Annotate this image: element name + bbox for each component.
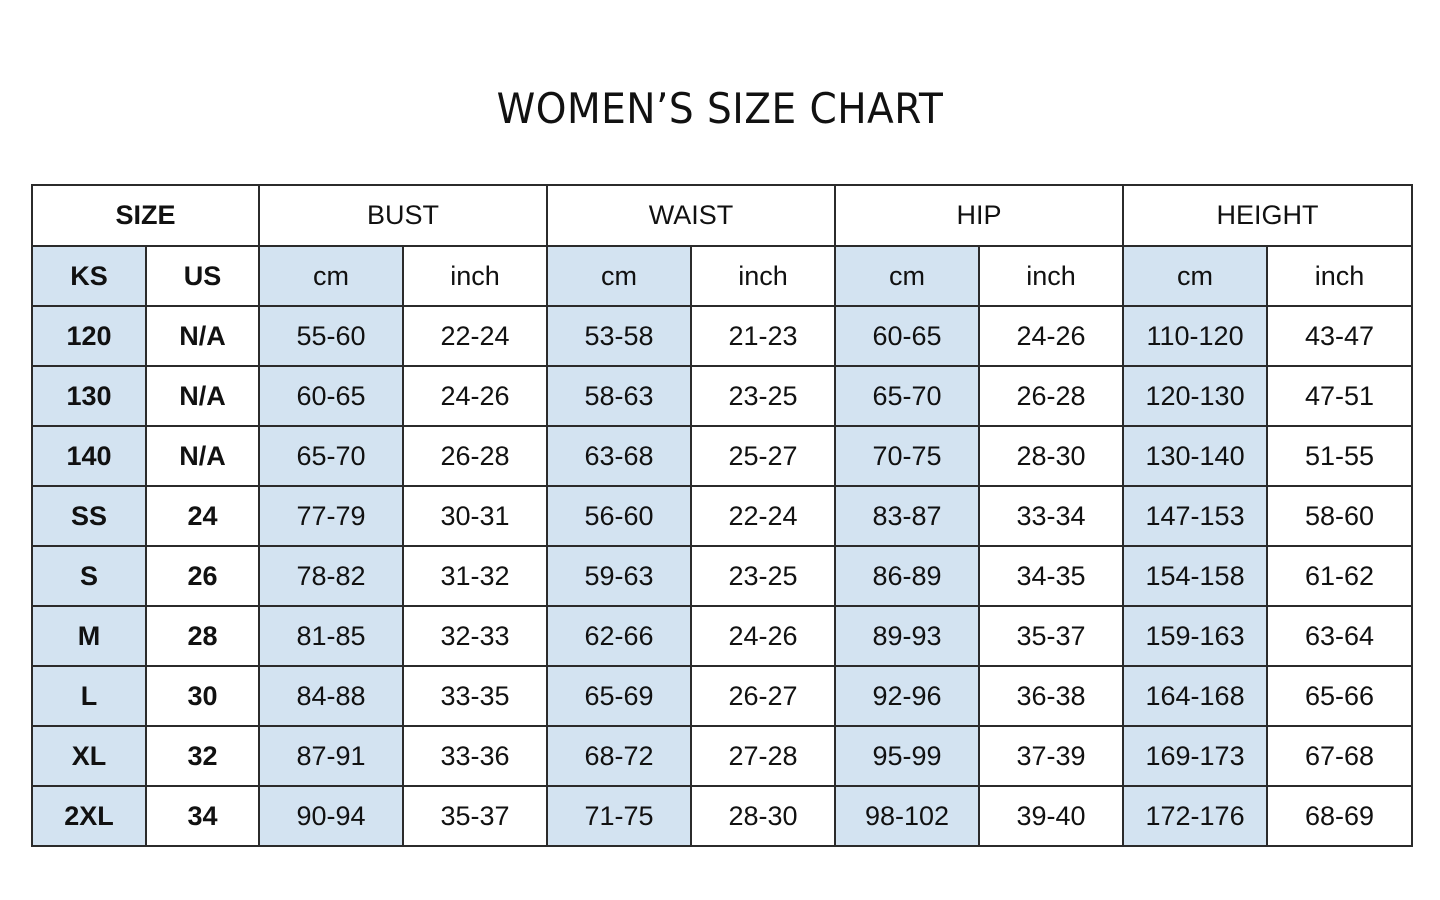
table-row [32, 366, 1412, 426]
header-waist: WAIST [547, 185, 835, 246]
cell-height-inch: 51-55 [1267, 426, 1412, 486]
cell-bust-cm: 65-70 [259, 426, 403, 486]
cell-waist-inch: 27-28 [691, 726, 835, 786]
cell-hip-inch: 26-28 [979, 366, 1123, 426]
cell-hip-inch: 37-39 [979, 726, 1123, 786]
cell-waist-cm: 65-69 [547, 666, 691, 726]
cell-hip-cm: 65-70 [835, 366, 979, 426]
cell-us: N/A [146, 366, 259, 426]
cell-hip-inch: 33-34 [979, 486, 1123, 546]
cell-bust-inch: 26-28 [403, 426, 547, 486]
cell-height-cm: 154-158 [1123, 546, 1267, 606]
cell-bust-inch: 31-32 [403, 546, 547, 606]
page-title: WOMEN’S SIZE CHART [496, 84, 944, 133]
cell-hip-inch: 28-30 [979, 426, 1123, 486]
header-height: HEIGHT [1123, 185, 1412, 246]
unit-waist-inch: inch [691, 246, 835, 306]
cell-height-cm: 120-130 [1123, 366, 1267, 426]
cell-hip-cm: 89-93 [835, 606, 979, 666]
cell-us: 34 [146, 786, 259, 846]
cell-bust-cm: 81-85 [259, 606, 403, 666]
header-bust: BUST [259, 185, 547, 246]
cell-height-inch: 47-51 [1267, 366, 1412, 426]
header-group-row [32, 185, 1412, 246]
size-chart-body [32, 185, 1412, 846]
cell-ks: L [32, 666, 146, 726]
cell-height-cm: 147-153 [1123, 486, 1267, 546]
cell-bust-inch: 30-31 [403, 486, 547, 546]
cell-height-cm: 164-168 [1123, 666, 1267, 726]
table-row [32, 606, 1412, 666]
cell-ks: 140 [32, 426, 146, 486]
cell-height-inch: 67-68 [1267, 726, 1412, 786]
table-row [32, 426, 1412, 486]
unit-height-cm: cm [1123, 246, 1267, 306]
cell-bust-inch: 24-26 [403, 366, 547, 426]
cell-waist-cm: 58-63 [547, 366, 691, 426]
cell-hip-cm: 92-96 [835, 666, 979, 726]
cell-us: 30 [146, 666, 259, 726]
cell-waist-inch: 22-24 [691, 486, 835, 546]
table-row [32, 726, 1412, 786]
table-row [32, 666, 1412, 726]
cell-waist-cm: 71-75 [547, 786, 691, 846]
unit-bust-cm: cm [259, 246, 403, 306]
unit-hip-inch: inch [979, 246, 1123, 306]
cell-us: 26 [146, 546, 259, 606]
cell-ks: 2XL [32, 786, 146, 846]
cell-us: N/A [146, 426, 259, 486]
cell-us: 32 [146, 726, 259, 786]
cell-bust-cm: 87-91 [259, 726, 403, 786]
cell-waist-inch: 24-26 [691, 606, 835, 666]
cell-hip-inch: 24-26 [979, 306, 1123, 366]
cell-bust-inch: 33-35 [403, 666, 547, 726]
cell-bust-inch: 35-37 [403, 786, 547, 846]
cell-height-inch: 61-62 [1267, 546, 1412, 606]
cell-ks: M [32, 606, 146, 666]
header-unit-row [32, 246, 1412, 306]
cell-hip-cm: 98-102 [835, 786, 979, 846]
cell-waist-cm: 56-60 [547, 486, 691, 546]
cell-waist-inch: 23-25 [691, 366, 835, 426]
cell-height-inch: 58-60 [1267, 486, 1412, 546]
cell-waist-inch: 23-25 [691, 546, 835, 606]
cell-waist-cm: 62-66 [547, 606, 691, 666]
cell-height-cm: 172-176 [1123, 786, 1267, 846]
cell-us: N/A [146, 306, 259, 366]
cell-waist-cm: 63-68 [547, 426, 691, 486]
cell-bust-inch: 33-36 [403, 726, 547, 786]
cell-height-inch: 68-69 [1267, 786, 1412, 846]
cell-waist-inch: 28-30 [691, 786, 835, 846]
cell-us: 28 [146, 606, 259, 666]
cell-ks: XL [32, 726, 146, 786]
unit-waist-cm: cm [547, 246, 691, 306]
cell-hip-inch: 34-35 [979, 546, 1123, 606]
cell-hip-inch: 35-37 [979, 606, 1123, 666]
unit-bust-inch: inch [403, 246, 547, 306]
header-size: SIZE [32, 185, 259, 246]
cell-height-inch: 43-47 [1267, 306, 1412, 366]
cell-bust-cm: 90-94 [259, 786, 403, 846]
cell-waist-inch: 26-27 [691, 666, 835, 726]
cell-bust-cm: 78-82 [259, 546, 403, 606]
header-us: US [146, 246, 259, 306]
cell-ks: SS [32, 486, 146, 546]
cell-waist-inch: 25-27 [691, 426, 835, 486]
cell-us: 24 [146, 486, 259, 546]
cell-hip-cm: 70-75 [835, 426, 979, 486]
cell-hip-cm: 60-65 [835, 306, 979, 366]
cell-bust-cm: 77-79 [259, 486, 403, 546]
cell-bust-cm: 60-65 [259, 366, 403, 426]
unit-hip-cm: cm [835, 246, 979, 306]
header-ks: KS [32, 246, 146, 306]
cell-hip-inch: 39-40 [979, 786, 1123, 846]
unit-height-inch: inch [1267, 246, 1412, 306]
cell-height-cm: 110-120 [1123, 306, 1267, 366]
cell-height-inch: 63-64 [1267, 606, 1412, 666]
cell-height-cm: 130-140 [1123, 426, 1267, 486]
table-row [32, 486, 1412, 546]
cell-height-cm: 169-173 [1123, 726, 1267, 786]
cell-height-inch: 65-66 [1267, 666, 1412, 726]
cell-bust-cm: 84-88 [259, 666, 403, 726]
cell-waist-inch: 21-23 [691, 306, 835, 366]
cell-hip-cm: 83-87 [835, 486, 979, 546]
cell-waist-cm: 59-63 [547, 546, 691, 606]
cell-hip-cm: 86-89 [835, 546, 979, 606]
cell-bust-cm: 55-60 [259, 306, 403, 366]
cell-waist-cm: 53-58 [547, 306, 691, 366]
cell-height-cm: 159-163 [1123, 606, 1267, 666]
table-row [32, 306, 1412, 366]
cell-waist-cm: 68-72 [547, 726, 691, 786]
cell-hip-inch: 36-38 [979, 666, 1123, 726]
cell-ks: S [32, 546, 146, 606]
cell-bust-inch: 32-33 [403, 606, 547, 666]
table-row [32, 546, 1412, 606]
table-row [32, 786, 1412, 846]
cell-hip-cm: 95-99 [835, 726, 979, 786]
cell-ks: 120 [32, 306, 146, 366]
size-chart-table [31, 184, 1413, 847]
cell-bust-inch: 22-24 [403, 306, 547, 366]
header-hip: HIP [835, 185, 1123, 246]
cell-ks: 130 [32, 366, 146, 426]
